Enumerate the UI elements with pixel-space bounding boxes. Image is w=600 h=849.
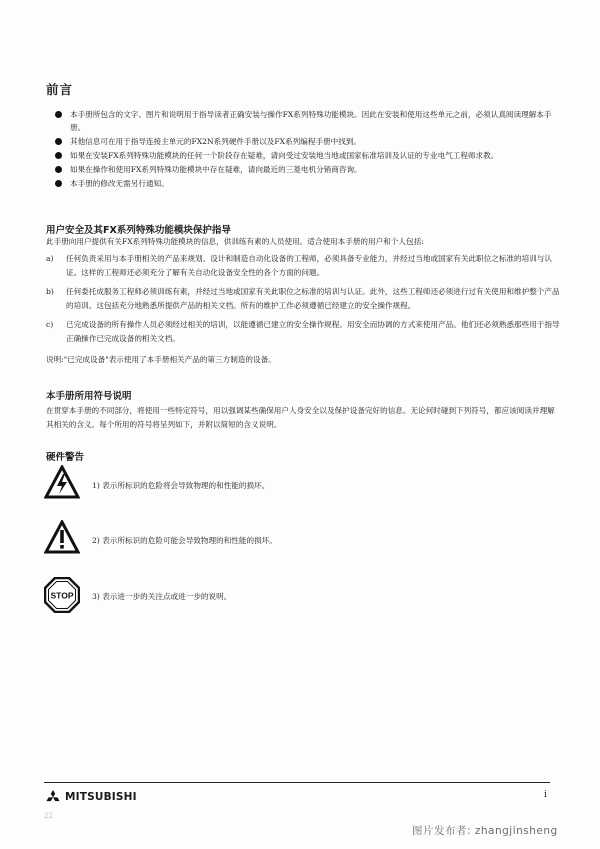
image-credit-watermark: 图片发布者: zhangjinsheng	[412, 825, 558, 837]
safety-item-text: 已完成设备的所有操作人员必须经过相关的培训，以能遵循已建立的安全操作规程。用安全而协调的方式来使用产品。他们还必须熟悉那些用于指导正确操作已完成设备的相关文档。	[66, 320, 560, 343]
exclamation-warning-icon	[44, 520, 80, 554]
preface-bullet-item	[52, 135, 562, 148]
preface-bullet-text: 本手册所包含的文字、图片和说明用于指导读者正确安装与操作FX系列特殊功能模块。因此在安装和使用这些单元之前，必须认真阅读理解本手册。	[70, 110, 552, 132]
bullet-icon	[55, 166, 62, 173]
hardware-warning-title: 硬件警告	[46, 452, 85, 463]
preface-title: 前言	[46, 82, 74, 97]
symbols-description: 在贯穿本手册的不同部分，将使用一些特定符号，用以强调某些确保用户人身安全以及保护设备完好的信息。无论何时碰到下列符号，都应该阅读并理解其相关的含义。每个所用的符号将呈列如下，并附以简短的含义说明。	[46, 406, 555, 429]
footer-divider	[44, 782, 550, 783]
item-marker: b)	[46, 287, 54, 296]
preface-bullet-item	[52, 149, 562, 162]
preface-bullet-list	[52, 108, 562, 191]
preface-bullet-item	[52, 163, 562, 176]
safety-intro: 此手册向用户提供有关FX系列特殊功能模块的信息，供训练有素的人员使用。适合使用本手册的用户和个人包括:	[46, 237, 424, 246]
safety-title: 用户安全及其FX系列特殊功能模块保护指导	[46, 225, 231, 236]
preface-bullet-item	[52, 108, 562, 134]
preface-bullet-item	[52, 177, 562, 190]
brand-name: MITSUBISHI	[65, 791, 137, 803]
safety-item	[46, 285, 561, 312]
warning-row	[44, 465, 544, 505]
warning-text: 2) 表示所标识的危险可能会导致物理的和性能的损坏。	[92, 536, 277, 545]
preface-bullet-text: 本手册的修改无需另行通知。	[70, 179, 169, 188]
safety-note: 说明:"已完成设备"表示使用了本手册相关产品的第三方制造的设备。	[46, 355, 276, 364]
warning-row	[44, 577, 544, 617]
item-marker: c)	[46, 320, 54, 329]
safety-item	[46, 318, 561, 345]
safety-item-list	[46, 252, 561, 351]
symbols-title: 本手册所用符号说明	[46, 391, 132, 402]
bullet-icon	[55, 111, 62, 118]
mitsubishi-logo	[44, 789, 137, 805]
bullet-icon	[55, 152, 62, 159]
stop-sign-label: STOP	[50, 590, 74, 601]
safety-item	[46, 252, 561, 279]
three-diamonds-logo-icon	[44, 790, 62, 805]
preface-bullet-text: 其他信息可在用于指导连接主单元的FX2N系列硬件手册以及FX系列编程手册中找到。	[70, 137, 362, 146]
preface-bullet-text: 如果在安装FX系列特殊功能模块的任何一个阶段存在疑难，请向受过安装地当地或国家标准培训及认证的专业电气工程师求教。	[70, 151, 499, 160]
bullet-icon	[55, 180, 62, 187]
warning-row	[44, 520, 544, 560]
footer-small-mark: 22	[44, 812, 53, 820]
page-number: i	[544, 790, 547, 800]
warning-text: 3) 表示进一步的关注点或进一步的说明。	[92, 592, 232, 601]
safety-item-text: 任何委托成服务工程师必须训练有素，并经过当地或国家有关此职位之标准的培训与认证。此外，这些工程师还必须进行过有关使用和维护整个产品的培训。这包括充分地熟悉所提供产品的相关文档。所有的维护工作必须遵循已经建立的安全操作规程。	[66, 287, 560, 310]
preface-bullet-text: 如果在操作和使用FX系列特殊功能模块中存在疑难，请向最近的三菱电机分销商咨询。	[70, 165, 362, 174]
safety-item-text: 任何负责采用与本手册相关的产品来规划、设计和制造自动化设备的工程师，必须具备专业能力，并经过当地或国家有关此职位之标准的培训与认证。这样的工程师还必须充分了解有关自动化设备安全性的各个方面的问题。	[66, 254, 552, 277]
bullet-icon	[55, 138, 62, 145]
lightning-warning-icon	[44, 465, 80, 499]
item-marker: a)	[46, 254, 54, 263]
stop-sign-icon	[44, 577, 80, 613]
warning-text: 1) 表示所标识的危险将会导致物理的和性能的损坏。	[92, 481, 270, 490]
